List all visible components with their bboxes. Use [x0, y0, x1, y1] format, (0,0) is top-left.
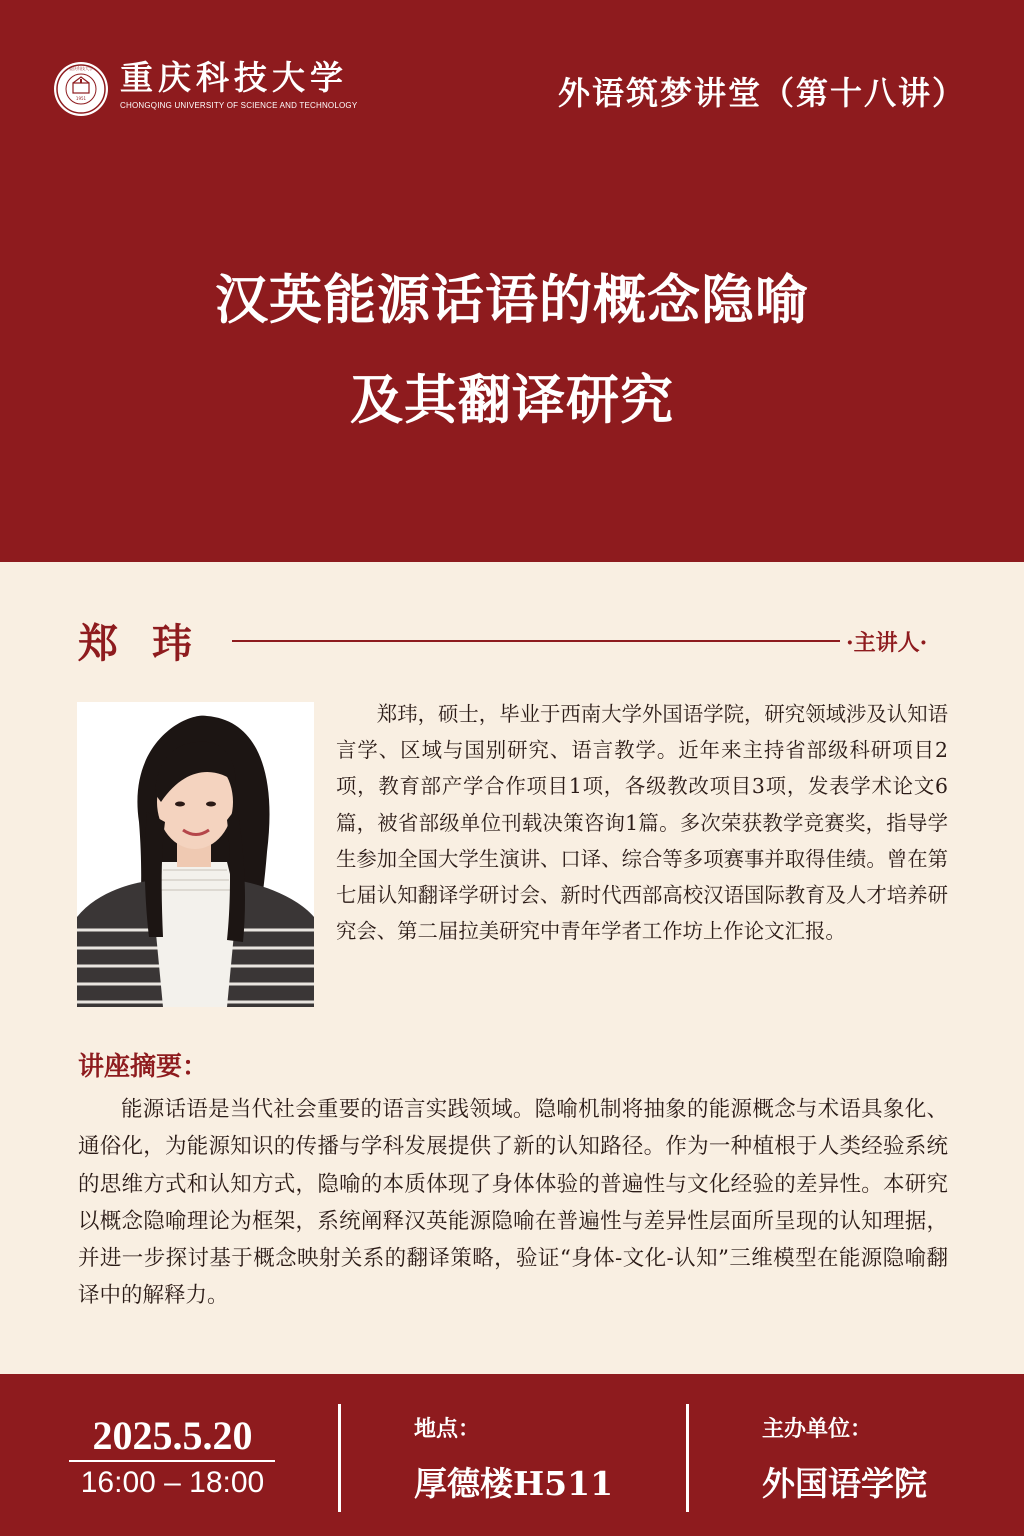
host-value: 外国语学院	[762, 1464, 927, 1503]
speaker-tag: ·主讲人·	[846, 630, 928, 656]
seal-text: 重庆科技大学	[69, 66, 93, 71]
header-banner	[0, 0, 1024, 562]
speaker-bio: 郑玮，硕士，毕业于西南大学外国语学院，研究领域涉及认知语言学、区域与国别研究、语言教学。近年来主持省部级科研项目2项，教育部产学合作项目1项，各级教改项目3项，发表学术论文6篇，被省部级单位刊载决策咨询1篇。多次荣获教学竞赛奖，指导学生参加全国大学生演讲、口译、综合等多项赛事并取得佳绩。曾在第七届认知翻译学研讨会、新时代西部高校汉语国际教育及人才培养研究会、第二届拉美研究中青年学者工作坊上作论文汇报。	[336, 702, 948, 944]
host-label: 主办单位：	[762, 1416, 873, 1442]
footer-banner	[0, 1374, 1024, 1536]
abstract-text: 能源话语是当代社会重要的语言实践领域。隐喻机制将抽象的能源概念与术语具象化、通俗化，为能源知识的传播与学科发展提供了新的认知路径。作为一种植根于人类经验系统的思维方式和认知方式，隐喻的本质体现了身体体验的普遍性与文化经验的差异性。本研究以概念隐喻理论为框架，系统阐释汉英能源隐喻在普遍性与差异性层面所呈现的认知理据，并进一步探讨基于概念映射关系的翻译策略，验证“身体-文化-认知”三维模型在能源隐喻翻译中的解释力。	[78, 1097, 948, 1309]
speaker-photo	[77, 702, 314, 1007]
lecture-title-line1: 汉英能源话语的概念隐喻	[215, 269, 809, 331]
event-time: 16:00 – 18:00	[80, 1466, 265, 1499]
abstract-heading: 讲座摘要：	[78, 1052, 209, 1082]
university-name-en: CHONGQING UNIVERSITY OF SCIENCE AND TECHNOLOGY	[120, 101, 358, 110]
university-name: 重庆科技大学	[120, 58, 348, 97]
seal-year: 1951	[75, 96, 87, 101]
speaker-divider	[232, 640, 840, 642]
location-label: 地点：	[414, 1416, 481, 1442]
footer-divider-1	[338, 1404, 341, 1512]
lecture-series: 外语筑梦讲堂（第十八讲）	[557, 74, 966, 112]
lecture-title-line2: 及其翻译研究	[350, 369, 674, 431]
event-date: 2025.5.20	[92, 1413, 253, 1458]
date-divider	[69, 1460, 275, 1462]
speaker-portrait-icon	[77, 702, 314, 1007]
university-seal-icon	[52, 60, 110, 118]
footer-divider-2	[686, 1404, 689, 1512]
location-value: 厚德楼H511	[414, 1464, 614, 1503]
speaker-name: 郑玮	[78, 620, 226, 667]
